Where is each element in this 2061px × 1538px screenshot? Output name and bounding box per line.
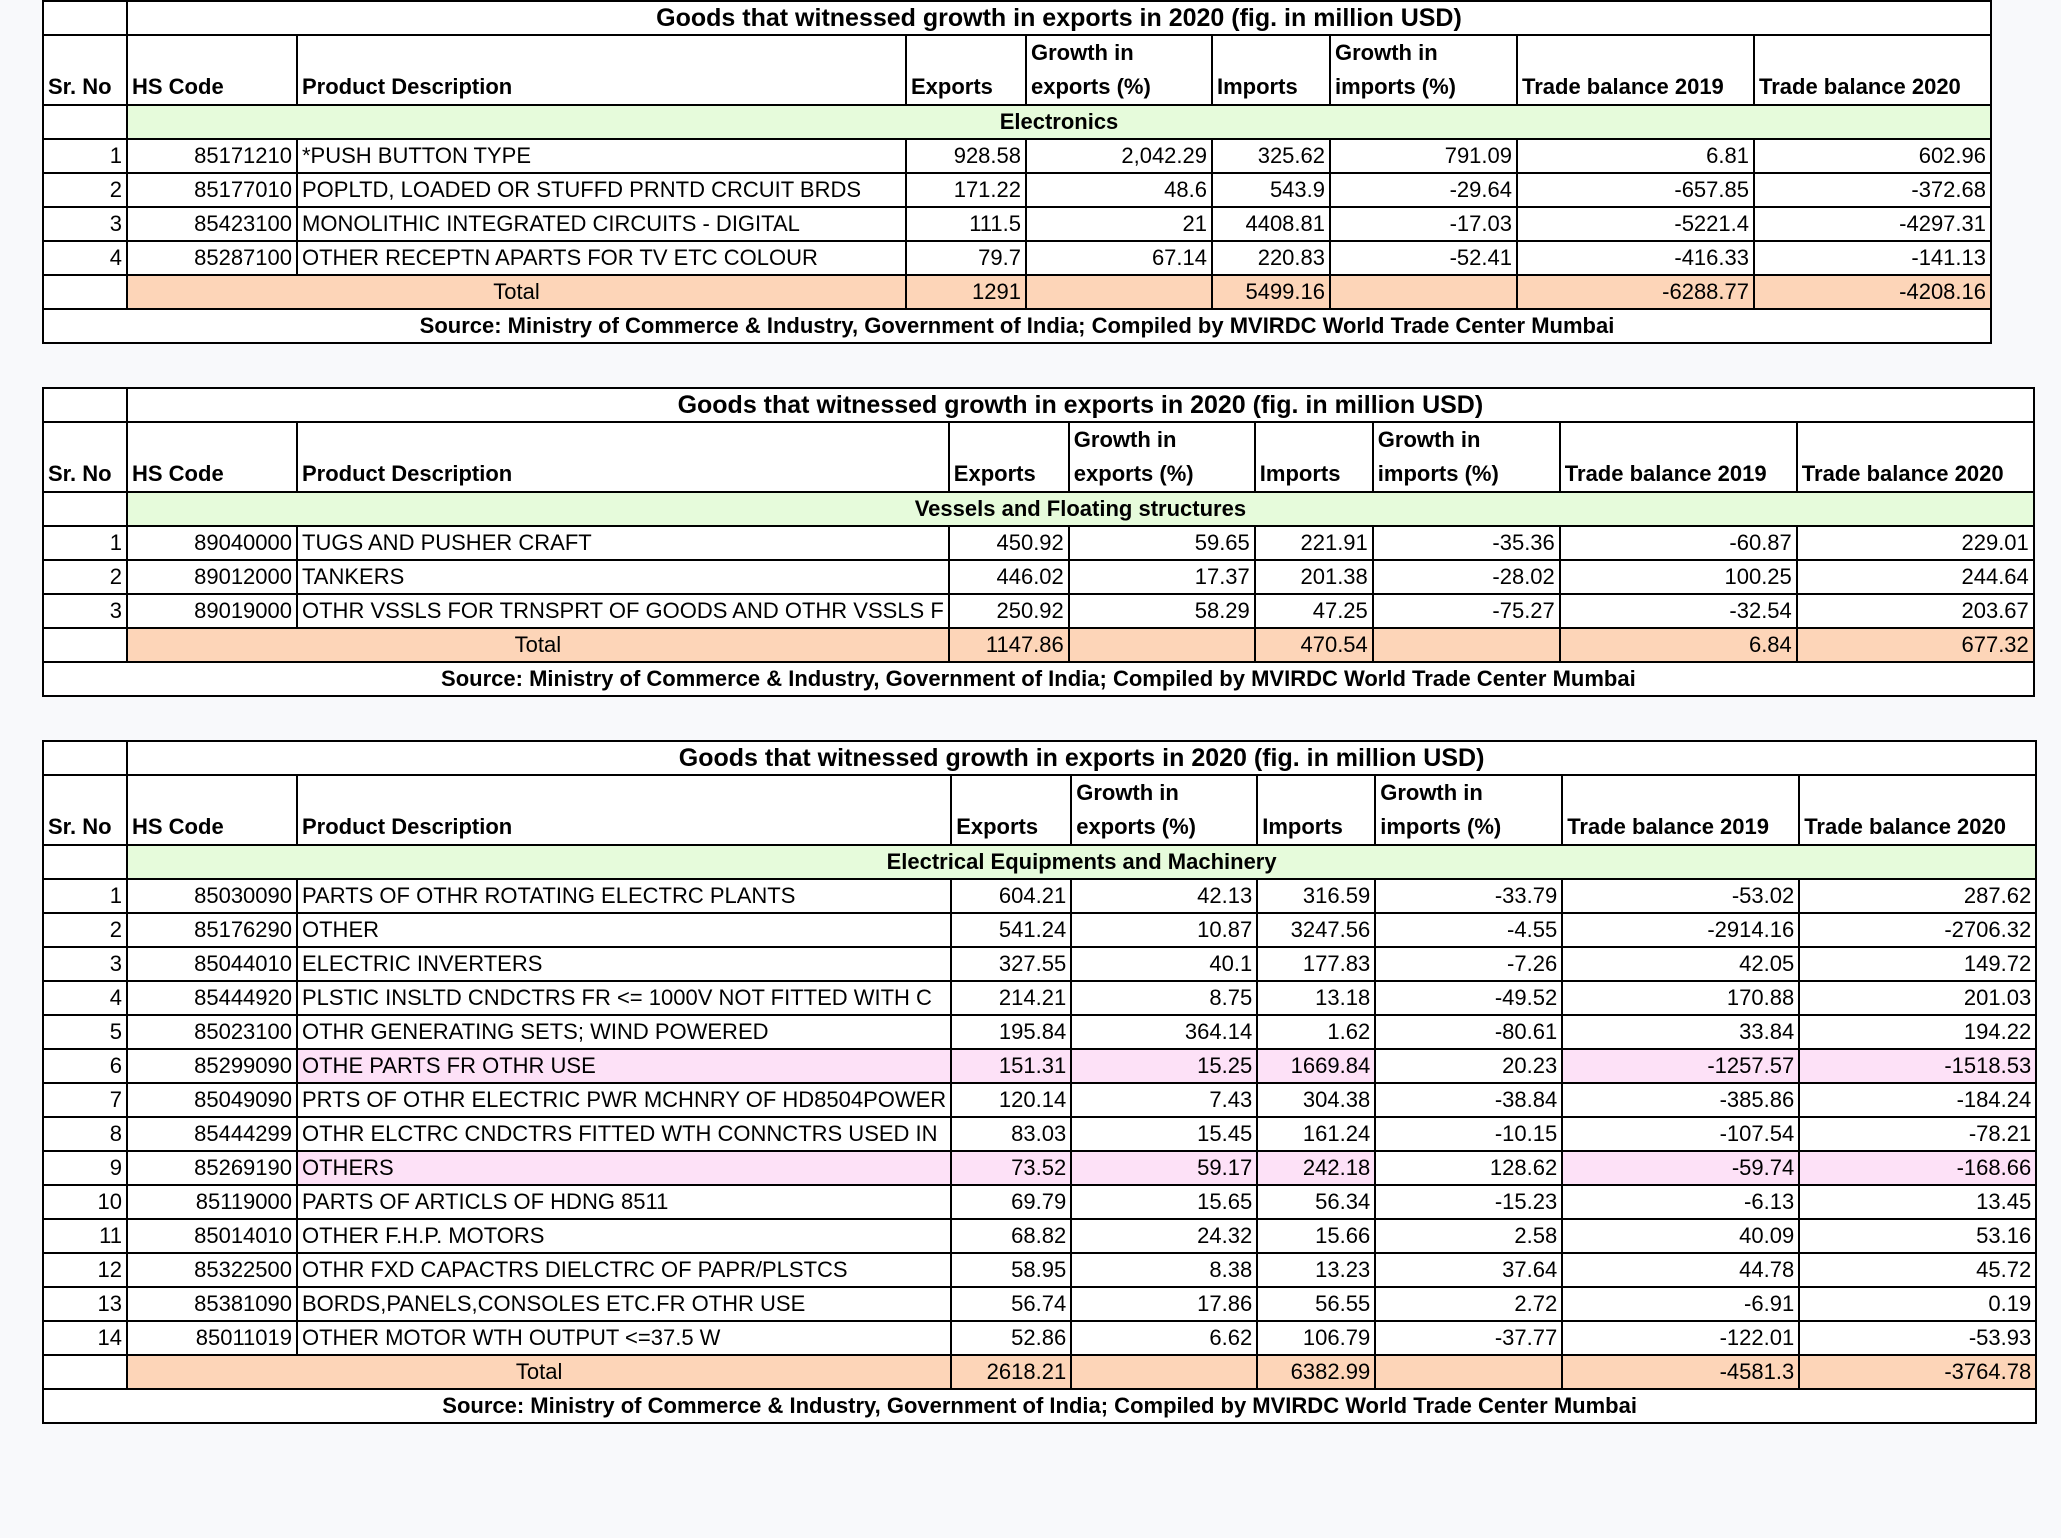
total-trade-balance-2020-cell: 677.32	[1797, 628, 2034, 662]
growth-exports-cell: 15.45	[1071, 1117, 1257, 1151]
product-description-cell: POPLTD, LOADED OR STUFFD PRNTD CRCUIT BRDS	[297, 173, 906, 207]
header-product-description: Product Description	[297, 422, 949, 492]
exports-cell: 928.58	[906, 139, 1026, 173]
header-trade-balance-2019: Trade balance 2019	[1560, 422, 1797, 492]
hs-code-cell: 85269190	[127, 1151, 297, 1185]
exports-cell: 195.84	[951, 1015, 1071, 1049]
imports-cell: 325.62	[1212, 139, 1330, 173]
trade-balance-2019-cell: -657.85	[1517, 173, 1754, 207]
imports-cell: 4408.81	[1212, 207, 1330, 241]
source-note: Source: Ministry of Commerce & Industry, Government of India; Compiled by MVIRDC World Trade Center Mumbai	[43, 1389, 2036, 1423]
hs-code-cell: 85444920	[127, 981, 297, 1015]
exports-cell: 56.74	[951, 1287, 1071, 1321]
category-label: Vessels and Floating structures	[127, 492, 2034, 526]
header-row	[43, 775, 2036, 845]
product-description-cell: OTHR VSSLS FOR TRNSPRT OF GOODS AND OTHR VSSLS F	[297, 594, 949, 628]
header-growth-exports: Growth in exports (%)	[1071, 775, 1257, 845]
title-row	[43, 741, 2036, 775]
total-trade-balance-2019-cell: 6.84	[1560, 628, 1797, 662]
trade-balance-2020-cell: 244.64	[1797, 560, 2034, 594]
total-trade-balance-2020-cell: -4208.16	[1754, 275, 1991, 309]
trade-balance-2019-cell: -60.87	[1560, 526, 1797, 560]
exports-cell: 151.31	[951, 1049, 1071, 1083]
source-row	[43, 662, 2034, 696]
trade-balance-2020-cell: -78.21	[1799, 1117, 2036, 1151]
imports-cell: 56.55	[1257, 1287, 1375, 1321]
imports-cell: 3247.56	[1257, 913, 1375, 947]
growth-imports-cell: -15.23	[1375, 1185, 1562, 1219]
product-description-cell: PRTS OF OTHR ELECTRIC PWR MCHNRY OF HD8504POWER	[297, 1083, 951, 1117]
header-sr-no: Sr. No	[43, 35, 127, 105]
product-description-cell: OTHR GENERATING SETS; WIND POWERED	[297, 1015, 951, 1049]
title-blank-cell	[43, 741, 127, 775]
trade-balance-2020-cell: 287.62	[1799, 879, 2036, 913]
trade-balance-2020-cell: -53.93	[1799, 1321, 2036, 1355]
total-growth-exports-cell	[1026, 275, 1212, 309]
hs-code-cell: 85119000	[127, 1185, 297, 1219]
hs-code-cell: 85030090	[127, 879, 297, 913]
table-row	[43, 526, 2034, 560]
growth-exports-cell: 8.75	[1071, 981, 1257, 1015]
growth-imports-cell: -38.84	[1375, 1083, 1562, 1117]
product-description-cell: OTHERS	[297, 1151, 951, 1185]
growth-exports-cell: 7.43	[1071, 1083, 1257, 1117]
exports-cell: 69.79	[951, 1185, 1071, 1219]
table-row	[43, 207, 1991, 241]
header-growth-exports: Growth in exports (%)	[1069, 422, 1255, 492]
table-row	[43, 913, 2036, 947]
imports-cell: 242.18	[1257, 1151, 1375, 1185]
product-description-cell: OTHR FXD CAPACTRS DIELCTRC OF PAPR/PLSTCS	[297, 1253, 951, 1287]
growth-imports-cell: -28.02	[1373, 560, 1560, 594]
source-row	[43, 309, 1991, 343]
growth-imports-cell: -29.64	[1330, 173, 1517, 207]
header-product-description: Product Description	[297, 35, 906, 105]
trade-balance-2020-cell: -184.24	[1799, 1083, 2036, 1117]
trade-table	[42, 387, 2035, 697]
imports-cell: 304.38	[1257, 1083, 1375, 1117]
sr-no-cell: 2	[43, 913, 127, 947]
trade-balance-2019-cell: -1257.57	[1562, 1049, 1799, 1083]
header-exports: Exports	[906, 35, 1026, 105]
sr-no-cell: 6	[43, 1049, 127, 1083]
product-description-cell: OTHER F.H.P. MOTORS	[297, 1219, 951, 1253]
header-row	[43, 35, 1991, 105]
growth-imports-cell: 2.58	[1375, 1219, 1562, 1253]
header-trade-balance-2020: Trade balance 2020	[1799, 775, 2036, 845]
growth-imports-cell: -49.52	[1375, 981, 1562, 1015]
total-growth-imports-cell	[1375, 1355, 1562, 1389]
trade-balance-2020-cell: -2706.32	[1799, 913, 2036, 947]
product-description-cell: OTHER	[297, 913, 951, 947]
table-row	[43, 560, 2034, 594]
trade-balance-2020-cell: 203.67	[1797, 594, 2034, 628]
growth-imports-cell: -4.55	[1375, 913, 1562, 947]
growth-exports-cell: 58.29	[1069, 594, 1255, 628]
sr-no-cell: 1	[43, 139, 127, 173]
trade-balance-2020-cell: 53.16	[1799, 1219, 2036, 1253]
exports-cell: 68.82	[951, 1219, 1071, 1253]
trade-balance-2020-cell: 0.19	[1799, 1287, 2036, 1321]
table-row	[43, 981, 2036, 1015]
growth-exports-cell: 2,042.29	[1026, 139, 1212, 173]
growth-exports-cell: 8.38	[1071, 1253, 1257, 1287]
imports-cell: 177.83	[1257, 947, 1375, 981]
header-hs-code: HS Code	[127, 422, 297, 492]
table-row	[43, 1083, 2036, 1117]
product-description-cell: PARTS OF OTHR ROTATING ELECTRC PLANTS	[297, 879, 951, 913]
hs-code-cell: 85299090	[127, 1049, 297, 1083]
total-exports-cell: 1291	[906, 275, 1026, 309]
hs-code-cell: 85423100	[127, 207, 297, 241]
header-imports: Imports	[1257, 775, 1375, 845]
table-row	[43, 1015, 2036, 1049]
exports-cell: 83.03	[951, 1117, 1071, 1151]
trade-balance-2020-cell: -168.66	[1799, 1151, 2036, 1185]
header-hs-code: HS Code	[127, 775, 297, 845]
table-row	[43, 1117, 2036, 1151]
exports-cell: 541.24	[951, 913, 1071, 947]
growth-exports-cell: 42.13	[1071, 879, 1257, 913]
table-row	[43, 1321, 2036, 1355]
total-imports-cell: 6382.99	[1257, 1355, 1375, 1389]
category-row	[43, 105, 1991, 139]
hs-code-cell: 85023100	[127, 1015, 297, 1049]
hs-code-cell: 89019000	[127, 594, 297, 628]
imports-cell: 543.9	[1212, 173, 1330, 207]
header-sr-no: Sr. No	[43, 422, 127, 492]
trade-balance-2019-cell: -107.54	[1562, 1117, 1799, 1151]
hs-code-cell: 85014010	[127, 1219, 297, 1253]
imports-cell: 201.38	[1255, 560, 1373, 594]
hs-code-cell: 85444299	[127, 1117, 297, 1151]
total-blank-cell	[43, 1355, 127, 1389]
trade-balance-2020-cell: 602.96	[1754, 139, 1991, 173]
hs-code-cell: 85177010	[127, 173, 297, 207]
imports-cell: 316.59	[1257, 879, 1375, 913]
header-trade-balance-2020: Trade balance 2020	[1797, 422, 2034, 492]
exports-cell: 214.21	[951, 981, 1071, 1015]
growth-exports-cell: 48.6	[1026, 173, 1212, 207]
trade-balance-2019-cell: -6.13	[1562, 1185, 1799, 1219]
header-imports: Imports	[1255, 422, 1373, 492]
growth-exports-cell: 17.86	[1071, 1287, 1257, 1321]
title-row	[43, 388, 2034, 422]
table-row	[43, 1049, 2036, 1083]
growth-imports-cell: -33.79	[1375, 879, 1562, 913]
table-row	[43, 1253, 2036, 1287]
category-blank-cell	[43, 492, 127, 526]
trade-balance-2020-cell: 149.72	[1799, 947, 2036, 981]
trade-balance-2019-cell: 40.09	[1562, 1219, 1799, 1253]
product-description-cell: BORDS,PANELS,CONSOLES ETC.FR OTHR USE	[297, 1287, 951, 1321]
hs-code-cell: 85049090	[127, 1083, 297, 1117]
sr-no-cell: 3	[43, 947, 127, 981]
hs-code-cell: 85322500	[127, 1253, 297, 1287]
trade-balance-2019-cell: -2914.16	[1562, 913, 1799, 947]
hs-code-cell: 85381090	[127, 1287, 297, 1321]
sr-no-cell: 1	[43, 526, 127, 560]
total-growth-imports-cell	[1373, 628, 1560, 662]
product-description-cell: PARTS OF ARTICLS OF HDNG 8511	[297, 1185, 951, 1219]
product-description-cell: OTHER MOTOR WTH OUTPUT <=37.5 W	[297, 1321, 951, 1355]
total-trade-balance-2019-cell: -4581.3	[1562, 1355, 1799, 1389]
trade-balance-2020-cell: 201.03	[1799, 981, 2036, 1015]
total-imports-cell: 470.54	[1255, 628, 1373, 662]
imports-cell: 13.18	[1257, 981, 1375, 1015]
sr-no-cell: 5	[43, 1015, 127, 1049]
table-row	[43, 947, 2036, 981]
hs-code-cell: 89040000	[127, 526, 297, 560]
source-row	[43, 1389, 2036, 1423]
trade-balance-2019-cell: 100.25	[1560, 560, 1797, 594]
growth-imports-cell: -35.36	[1373, 526, 1560, 560]
header-growth-imports: Growth in imports (%)	[1375, 775, 1562, 845]
exports-cell: 79.7	[906, 241, 1026, 275]
product-description-cell: OTHR ELCTRC CNDCTRS FITTED WTH CONNCTRS USED IN	[297, 1117, 951, 1151]
imports-cell: 220.83	[1212, 241, 1330, 275]
category-label: Electronics	[127, 105, 1991, 139]
growth-exports-cell: 364.14	[1071, 1015, 1257, 1049]
total-growth-exports-cell	[1071, 1355, 1257, 1389]
product-description-cell: *PUSH BUTTON TYPE	[297, 139, 906, 173]
total-growth-imports-cell	[1330, 275, 1517, 309]
trade-balance-2019-cell: -416.33	[1517, 241, 1754, 275]
product-description-cell: TANKERS	[297, 560, 949, 594]
table-row	[43, 1151, 2036, 1185]
total-trade-balance-2019-cell: -6288.77	[1517, 275, 1754, 309]
growth-imports-cell: -10.15	[1375, 1117, 1562, 1151]
table-row	[43, 594, 2034, 628]
trade-table	[42, 0, 1992, 344]
sr-no-cell: 7	[43, 1083, 127, 1117]
category-blank-cell	[43, 105, 127, 139]
growth-exports-cell: 59.17	[1071, 1151, 1257, 1185]
sr-no-cell: 4	[43, 981, 127, 1015]
growth-imports-cell: 791.09	[1330, 139, 1517, 173]
total-exports-cell: 1147.86	[949, 628, 1069, 662]
exports-cell: 250.92	[949, 594, 1069, 628]
growth-exports-cell: 40.1	[1071, 947, 1257, 981]
trade-balance-2020-cell: 229.01	[1797, 526, 2034, 560]
total-exports-cell: 2618.21	[951, 1355, 1071, 1389]
trade-balance-2020-cell: -141.13	[1754, 241, 1991, 275]
imports-cell: 221.91	[1255, 526, 1373, 560]
trade-balance-2019-cell: -59.74	[1562, 1151, 1799, 1185]
product-description-cell: MONOLITHIC INTEGRATED CIRCUITS - DIGITAL	[297, 207, 906, 241]
source-note: Source: Ministry of Commerce & Industry, Government of India; Compiled by MVIRDC World Trade Center Mumbai	[43, 662, 2034, 696]
sr-no-cell: 14	[43, 1321, 127, 1355]
trade-balance-2019-cell: -5221.4	[1517, 207, 1754, 241]
header-growth-imports: Growth in imports (%)	[1330, 35, 1517, 105]
hs-code-cell: 85176290	[127, 913, 297, 947]
header-trade-balance-2019: Trade balance 2019	[1562, 775, 1799, 845]
growth-imports-cell: 128.62	[1375, 1151, 1562, 1185]
header-sr-no: Sr. No	[43, 775, 127, 845]
header-growth-exports: Growth in exports (%)	[1026, 35, 1212, 105]
product-description-cell: PLSTIC INSLTD CNDCTRS FR <= 1000V NOT FITTED WITH C	[297, 981, 951, 1015]
product-description-cell: ELECTRIC INVERTERS	[297, 947, 951, 981]
table-row	[43, 879, 2036, 913]
table-title: Goods that witnessed growth in exports in 2020 (fig. in million USD)	[127, 1, 1991, 35]
category-label: Electrical Equipments and Machinery	[127, 845, 2036, 879]
growth-exports-cell: 59.65	[1069, 526, 1255, 560]
trade-balance-2019-cell: -122.01	[1562, 1321, 1799, 1355]
category-row	[43, 845, 2036, 879]
exports-cell: 73.52	[951, 1151, 1071, 1185]
sr-no-cell: 3	[43, 207, 127, 241]
header-row	[43, 422, 2034, 492]
growth-exports-cell: 21	[1026, 207, 1212, 241]
growth-imports-cell: -7.26	[1375, 947, 1562, 981]
growth-exports-cell: 6.62	[1071, 1321, 1257, 1355]
growth-imports-cell: 20.23	[1375, 1049, 1562, 1083]
sr-no-cell: 2	[43, 173, 127, 207]
table-row	[43, 173, 1991, 207]
imports-cell: 56.34	[1257, 1185, 1375, 1219]
table-row	[43, 1287, 2036, 1321]
imports-cell: 1.62	[1257, 1015, 1375, 1049]
header-imports: Imports	[1212, 35, 1330, 105]
sr-no-cell: 11	[43, 1219, 127, 1253]
trade-balance-2019-cell: 44.78	[1562, 1253, 1799, 1287]
product-description-cell: OTHE PARTS FR OTHR USE	[297, 1049, 951, 1083]
trade-table	[42, 740, 2037, 1424]
trade-balance-2019-cell: 6.81	[1517, 139, 1754, 173]
trade-balance-2019-cell: -53.02	[1562, 879, 1799, 913]
header-exports: Exports	[949, 422, 1069, 492]
title-blank-cell	[43, 1, 127, 35]
trade-balance-2020-cell: -4297.31	[1754, 207, 1991, 241]
trade-balance-2020-cell: -1518.53	[1799, 1049, 2036, 1083]
sr-no-cell: 12	[43, 1253, 127, 1287]
total-row	[43, 628, 2034, 662]
growth-exports-cell: 15.65	[1071, 1185, 1257, 1219]
header-trade-balance-2019: Trade balance 2019	[1517, 35, 1754, 105]
total-label: Total	[127, 628, 949, 662]
table-row	[43, 139, 1991, 173]
header-growth-imports: Growth in imports (%)	[1373, 422, 1560, 492]
hs-code-cell: 85171210	[127, 139, 297, 173]
growth-imports-cell: -17.03	[1330, 207, 1517, 241]
trade-balance-2019-cell: -6.91	[1562, 1287, 1799, 1321]
total-label: Total	[127, 1355, 951, 1389]
exports-cell: 58.95	[951, 1253, 1071, 1287]
hs-code-cell: 85287100	[127, 241, 297, 275]
sr-no-cell: 1	[43, 879, 127, 913]
exports-cell: 52.86	[951, 1321, 1071, 1355]
growth-exports-cell: 24.32	[1071, 1219, 1257, 1253]
table-title: Goods that witnessed growth in exports in 2020 (fig. in million USD)	[127, 388, 2034, 422]
total-imports-cell: 5499.16	[1212, 275, 1330, 309]
sr-no-cell: 8	[43, 1117, 127, 1151]
header-hs-code: HS Code	[127, 35, 297, 105]
growth-exports-cell: 17.37	[1069, 560, 1255, 594]
title-row	[43, 1, 1991, 35]
growth-exports-cell: 10.87	[1071, 913, 1257, 947]
trade-balance-2019-cell: -385.86	[1562, 1083, 1799, 1117]
imports-cell: 161.24	[1257, 1117, 1375, 1151]
trade-balance-2020-cell: 194.22	[1799, 1015, 2036, 1049]
imports-cell: 15.66	[1257, 1219, 1375, 1253]
hs-code-cell: 85044010	[127, 947, 297, 981]
growth-imports-cell: -75.27	[1373, 594, 1560, 628]
imports-cell: 106.79	[1257, 1321, 1375, 1355]
hs-code-cell: 89012000	[127, 560, 297, 594]
total-row	[43, 1355, 2036, 1389]
header-product-description: Product Description	[297, 775, 951, 845]
trade-balance-2020-cell: 13.45	[1799, 1185, 2036, 1219]
exports-cell: 327.55	[951, 947, 1071, 981]
total-trade-balance-2020-cell: -3764.78	[1799, 1355, 2036, 1389]
growth-exports-cell: 15.25	[1071, 1049, 1257, 1083]
total-growth-exports-cell	[1069, 628, 1255, 662]
table-row	[43, 1185, 2036, 1219]
exports-cell: 111.5	[906, 207, 1026, 241]
growth-imports-cell: -52.41	[1330, 241, 1517, 275]
imports-cell: 47.25	[1255, 594, 1373, 628]
sr-no-cell: 10	[43, 1185, 127, 1219]
sr-no-cell: 4	[43, 241, 127, 275]
imports-cell: 13.23	[1257, 1253, 1375, 1287]
sr-no-cell: 3	[43, 594, 127, 628]
product-description-cell: TUGS AND PUSHER CRAFT	[297, 526, 949, 560]
growth-imports-cell: 37.64	[1375, 1253, 1562, 1287]
sr-no-cell: 9	[43, 1151, 127, 1185]
trade-balance-2019-cell: 170.88	[1562, 981, 1799, 1015]
trade-balance-2019-cell: -32.54	[1560, 594, 1797, 628]
header-trade-balance-2020: Trade balance 2020	[1754, 35, 1991, 105]
table-title: Goods that witnessed growth in exports in 2020 (fig. in million USD)	[127, 741, 2036, 775]
category-row	[43, 492, 2034, 526]
title-blank-cell	[43, 388, 127, 422]
trade-balance-2019-cell: 33.84	[1562, 1015, 1799, 1049]
growth-imports-cell: -80.61	[1375, 1015, 1562, 1049]
sr-no-cell: 2	[43, 560, 127, 594]
total-blank-cell	[43, 628, 127, 662]
table-row	[43, 241, 1991, 275]
header-exports: Exports	[951, 775, 1071, 845]
trade-balance-2020-cell: -372.68	[1754, 173, 1991, 207]
total-blank-cell	[43, 275, 127, 309]
product-description-cell: OTHER RECEPTN APARTS FOR TV ETC COLOUR	[297, 241, 906, 275]
exports-cell: 604.21	[951, 879, 1071, 913]
trade-balance-2020-cell: 45.72	[1799, 1253, 2036, 1287]
exports-cell: 120.14	[951, 1083, 1071, 1117]
exports-cell: 446.02	[949, 560, 1069, 594]
imports-cell: 1669.84	[1257, 1049, 1375, 1083]
total-row	[43, 275, 1991, 309]
total-label: Total	[127, 275, 906, 309]
exports-cell: 450.92	[949, 526, 1069, 560]
source-note: Source: Ministry of Commerce & Industry, Government of India; Compiled by MVIRDC World Trade Center Mumbai	[43, 309, 1991, 343]
growth-imports-cell: 2.72	[1375, 1287, 1562, 1321]
trade-balance-2019-cell: 42.05	[1562, 947, 1799, 981]
sr-no-cell: 13	[43, 1287, 127, 1321]
exports-cell: 171.22	[906, 173, 1026, 207]
table-row	[43, 1219, 2036, 1253]
growth-imports-cell: -37.77	[1375, 1321, 1562, 1355]
hs-code-cell: 85011019	[127, 1321, 297, 1355]
category-blank-cell	[43, 845, 127, 879]
growth-exports-cell: 67.14	[1026, 241, 1212, 275]
